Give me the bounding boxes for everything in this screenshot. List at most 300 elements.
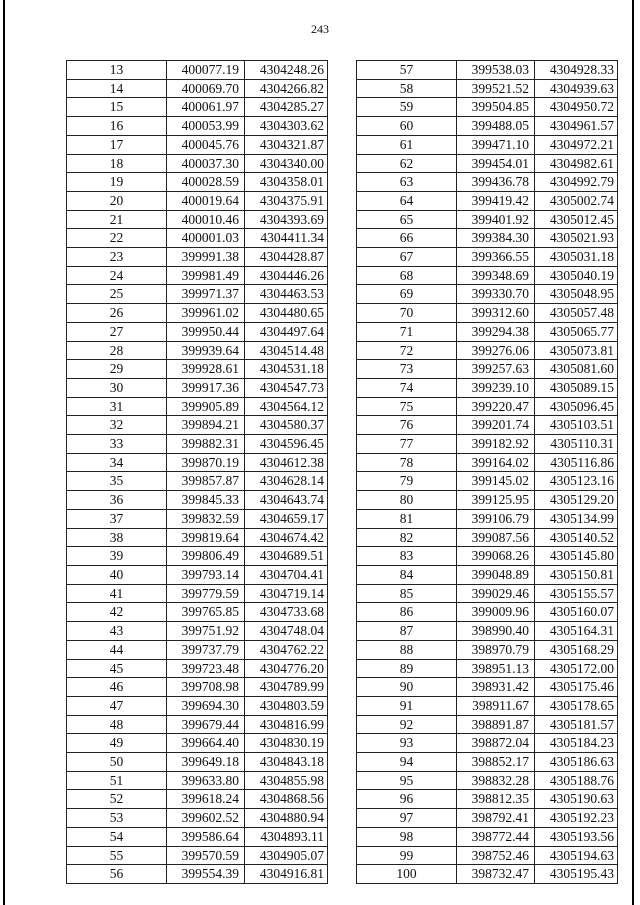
point-number-cell: 17 bbox=[67, 135, 167, 154]
table-row bbox=[357, 360, 618, 379]
table-row bbox=[357, 135, 618, 154]
table-row bbox=[67, 472, 328, 491]
x-coordinate-cell: 399312.60 bbox=[457, 304, 535, 323]
table-row bbox=[357, 191, 618, 210]
point-number-cell: 99 bbox=[357, 846, 457, 865]
y-coordinate-cell: 4304950.72 bbox=[535, 98, 618, 117]
table-row bbox=[357, 696, 618, 715]
table-row bbox=[67, 734, 328, 753]
table-row bbox=[67, 491, 328, 510]
table-row bbox=[357, 266, 618, 285]
y-coordinate-cell: 4304855.98 bbox=[245, 771, 328, 790]
y-coordinate-cell: 4304992.79 bbox=[535, 173, 618, 192]
y-coordinate-cell: 4305012.45 bbox=[535, 210, 618, 229]
point-number-cell: 97 bbox=[357, 809, 457, 828]
x-coordinate-cell: 399554.39 bbox=[167, 865, 245, 884]
y-coordinate-cell: 4304497.64 bbox=[245, 322, 328, 341]
y-coordinate-cell: 4304789.99 bbox=[245, 678, 328, 697]
table-row bbox=[67, 117, 328, 136]
y-coordinate-cell: 4305164.31 bbox=[535, 622, 618, 641]
point-number-cell: 92 bbox=[357, 715, 457, 734]
y-coordinate-cell: 4304982.61 bbox=[535, 154, 618, 173]
point-number-cell: 80 bbox=[357, 491, 457, 510]
x-coordinate-cell: 400053.99 bbox=[167, 117, 245, 136]
y-coordinate-cell: 4304547.73 bbox=[245, 378, 328, 397]
x-coordinate-cell: 399029.46 bbox=[457, 584, 535, 603]
coordinates-table-left bbox=[66, 60, 328, 884]
x-coordinate-cell: 399239.10 bbox=[457, 378, 535, 397]
point-number-cell: 40 bbox=[67, 565, 167, 584]
point-number-cell: 46 bbox=[67, 678, 167, 697]
y-coordinate-cell: 4304303.62 bbox=[245, 117, 328, 136]
point-number-cell: 19 bbox=[67, 173, 167, 192]
table-row bbox=[67, 79, 328, 98]
x-coordinate-cell: 399806.49 bbox=[167, 547, 245, 566]
y-coordinate-cell: 4305089.15 bbox=[535, 378, 618, 397]
y-coordinate-cell: 4305168.29 bbox=[535, 640, 618, 659]
table-row bbox=[67, 191, 328, 210]
x-coordinate-cell: 399679.44 bbox=[167, 715, 245, 734]
table-row bbox=[357, 771, 618, 790]
point-number-cell: 20 bbox=[67, 191, 167, 210]
x-coordinate-cell: 399106.79 bbox=[457, 509, 535, 528]
y-coordinate-cell: 4304762.22 bbox=[245, 640, 328, 659]
table-row bbox=[67, 266, 328, 285]
y-coordinate-cell: 4304480.65 bbox=[245, 304, 328, 323]
table-row bbox=[67, 341, 328, 360]
x-coordinate-cell: 399708.98 bbox=[167, 678, 245, 697]
x-coordinate-cell: 400010.46 bbox=[167, 210, 245, 229]
x-coordinate-cell: 398852.17 bbox=[457, 753, 535, 772]
point-number-cell: 29 bbox=[67, 360, 167, 379]
y-coordinate-cell: 4305048.95 bbox=[535, 285, 618, 304]
point-number-cell: 67 bbox=[357, 248, 457, 267]
table-row bbox=[357, 753, 618, 772]
x-coordinate-cell: 399220.47 bbox=[457, 397, 535, 416]
table-row bbox=[67, 509, 328, 528]
point-number-cell: 53 bbox=[67, 809, 167, 828]
point-number-cell: 21 bbox=[67, 210, 167, 229]
y-coordinate-cell: 4304905.07 bbox=[245, 846, 328, 865]
y-coordinate-cell: 4304531.18 bbox=[245, 360, 328, 379]
point-number-cell: 50 bbox=[67, 753, 167, 772]
table-row bbox=[357, 397, 618, 416]
table-row bbox=[67, 790, 328, 809]
table-row bbox=[357, 248, 618, 267]
table-row bbox=[67, 678, 328, 697]
point-number-cell: 85 bbox=[357, 584, 457, 603]
table-row bbox=[67, 154, 328, 173]
scan-edge-right bbox=[632, 0, 634, 905]
x-coordinate-cell: 399694.30 bbox=[167, 696, 245, 715]
table-row bbox=[67, 865, 328, 884]
y-coordinate-cell: 4305096.45 bbox=[535, 397, 618, 416]
table-row bbox=[357, 809, 618, 828]
x-coordinate-cell: 399330.70 bbox=[457, 285, 535, 304]
y-coordinate-cell: 4304972.21 bbox=[535, 135, 618, 154]
point-number-cell: 78 bbox=[357, 453, 457, 472]
y-coordinate-cell: 4305150.81 bbox=[535, 565, 618, 584]
x-coordinate-cell: 399471.10 bbox=[457, 135, 535, 154]
table-row bbox=[67, 248, 328, 267]
y-coordinate-cell: 4304340.00 bbox=[245, 154, 328, 173]
y-coordinate-cell: 4305002.74 bbox=[535, 191, 618, 210]
coordinates-table-left-body bbox=[67, 61, 328, 884]
x-coordinate-cell: 398732.47 bbox=[457, 865, 535, 884]
x-coordinate-cell: 399832.59 bbox=[167, 509, 245, 528]
table-row bbox=[67, 547, 328, 566]
table-row bbox=[357, 173, 618, 192]
x-coordinate-cell: 399939.64 bbox=[167, 341, 245, 360]
y-coordinate-cell: 4305184.23 bbox=[535, 734, 618, 753]
point-number-cell: 22 bbox=[67, 229, 167, 248]
x-coordinate-cell: 399905.89 bbox=[167, 397, 245, 416]
x-coordinate-cell: 399664.40 bbox=[167, 734, 245, 753]
table-row bbox=[67, 809, 328, 828]
point-number-cell: 52 bbox=[67, 790, 167, 809]
y-coordinate-cell: 4304689.51 bbox=[245, 547, 328, 566]
table-row bbox=[67, 696, 328, 715]
y-coordinate-cell: 4305145.80 bbox=[535, 547, 618, 566]
table-row bbox=[67, 210, 328, 229]
y-coordinate-cell: 4304358.01 bbox=[245, 173, 328, 192]
x-coordinate-cell: 399950.44 bbox=[167, 322, 245, 341]
point-number-cell: 43 bbox=[67, 622, 167, 641]
x-coordinate-cell: 400061.97 bbox=[167, 98, 245, 117]
y-coordinate-cell: 4304285.27 bbox=[245, 98, 328, 117]
point-number-cell: 63 bbox=[357, 173, 457, 192]
x-coordinate-cell: 399125.95 bbox=[457, 491, 535, 510]
y-coordinate-cell: 4304463.53 bbox=[245, 285, 328, 304]
y-coordinate-cell: 4304843.18 bbox=[245, 753, 328, 772]
point-number-cell: 72 bbox=[357, 341, 457, 360]
y-coordinate-cell: 4305188.76 bbox=[535, 771, 618, 790]
y-coordinate-cell: 4304880.94 bbox=[245, 809, 328, 828]
point-number-cell: 38 bbox=[67, 528, 167, 547]
point-number-cell: 77 bbox=[357, 435, 457, 454]
table-row bbox=[357, 509, 618, 528]
point-number-cell: 36 bbox=[67, 491, 167, 510]
x-coordinate-cell: 399087.56 bbox=[457, 528, 535, 547]
point-number-cell: 14 bbox=[67, 79, 167, 98]
y-coordinate-cell: 4305065.77 bbox=[535, 322, 618, 341]
point-number-cell: 91 bbox=[357, 696, 457, 715]
y-coordinate-cell: 4304748.04 bbox=[245, 622, 328, 641]
table-row bbox=[67, 322, 328, 341]
table-row bbox=[67, 360, 328, 379]
x-coordinate-cell: 399779.59 bbox=[167, 584, 245, 603]
point-number-cell: 65 bbox=[357, 210, 457, 229]
x-coordinate-cell: 399068.26 bbox=[457, 547, 535, 566]
table-row bbox=[357, 210, 618, 229]
x-coordinate-cell: 399145.02 bbox=[457, 472, 535, 491]
point-number-cell: 74 bbox=[357, 378, 457, 397]
x-coordinate-cell: 398970.79 bbox=[457, 640, 535, 659]
x-coordinate-cell: 398891.87 bbox=[457, 715, 535, 734]
x-coordinate-cell: 399751.92 bbox=[167, 622, 245, 641]
point-number-cell: 30 bbox=[67, 378, 167, 397]
table-row bbox=[357, 528, 618, 547]
table-row bbox=[357, 79, 618, 98]
y-coordinate-cell: 4304643.74 bbox=[245, 491, 328, 510]
point-number-cell: 34 bbox=[67, 453, 167, 472]
point-number-cell: 26 bbox=[67, 304, 167, 323]
x-coordinate-cell: 399009.96 bbox=[457, 603, 535, 622]
y-coordinate-cell: 4304928.33 bbox=[535, 61, 618, 80]
point-number-cell: 76 bbox=[357, 416, 457, 435]
y-coordinate-cell: 4304514.48 bbox=[245, 341, 328, 360]
y-coordinate-cell: 4305155.57 bbox=[535, 584, 618, 603]
y-coordinate-cell: 4305192.23 bbox=[535, 809, 618, 828]
y-coordinate-cell: 4305195.43 bbox=[535, 865, 618, 884]
coordinates-table-right bbox=[356, 60, 618, 884]
x-coordinate-cell: 399454.01 bbox=[457, 154, 535, 173]
point-number-cell: 94 bbox=[357, 753, 457, 772]
x-coordinate-cell: 398792.41 bbox=[457, 809, 535, 828]
table-row bbox=[357, 322, 618, 341]
point-number-cell: 84 bbox=[357, 565, 457, 584]
table-row bbox=[67, 135, 328, 154]
y-coordinate-cell: 4304961.57 bbox=[535, 117, 618, 136]
table-row bbox=[67, 771, 328, 790]
table-row bbox=[357, 416, 618, 435]
x-coordinate-cell: 399981.49 bbox=[167, 266, 245, 285]
y-coordinate-cell: 4305031.18 bbox=[535, 248, 618, 267]
y-coordinate-cell: 4305194.63 bbox=[535, 846, 618, 865]
point-number-cell: 18 bbox=[67, 154, 167, 173]
x-coordinate-cell: 399521.52 bbox=[457, 79, 535, 98]
point-number-cell: 86 bbox=[357, 603, 457, 622]
point-number-cell: 62 bbox=[357, 154, 457, 173]
table-row bbox=[67, 565, 328, 584]
y-coordinate-cell: 4305193.56 bbox=[535, 827, 618, 846]
table-row bbox=[357, 622, 618, 641]
x-coordinate-cell: 398752.46 bbox=[457, 846, 535, 865]
table-row bbox=[357, 154, 618, 173]
table-row bbox=[67, 603, 328, 622]
x-coordinate-cell: 399294.38 bbox=[457, 322, 535, 341]
table-row bbox=[357, 678, 618, 697]
table-row bbox=[357, 603, 618, 622]
table-row bbox=[67, 416, 328, 435]
table-row bbox=[67, 753, 328, 772]
x-coordinate-cell: 399182.92 bbox=[457, 435, 535, 454]
y-coordinate-cell: 4305040.19 bbox=[535, 266, 618, 285]
x-coordinate-cell: 398951.13 bbox=[457, 659, 535, 678]
table-row bbox=[357, 790, 618, 809]
table-row bbox=[357, 846, 618, 865]
y-coordinate-cell: 4304659.17 bbox=[245, 509, 328, 528]
point-number-cell: 49 bbox=[67, 734, 167, 753]
x-coordinate-cell: 399870.19 bbox=[167, 453, 245, 472]
point-number-cell: 13 bbox=[67, 61, 167, 80]
table-row bbox=[357, 304, 618, 323]
point-number-cell: 15 bbox=[67, 98, 167, 117]
point-number-cell: 35 bbox=[67, 472, 167, 491]
point-number-cell: 82 bbox=[357, 528, 457, 547]
point-number-cell: 96 bbox=[357, 790, 457, 809]
x-coordinate-cell: 399048.89 bbox=[457, 565, 535, 584]
y-coordinate-cell: 4305172.00 bbox=[535, 659, 618, 678]
point-number-cell: 87 bbox=[357, 622, 457, 641]
x-coordinate-cell: 399961.02 bbox=[167, 304, 245, 323]
table-row bbox=[67, 229, 328, 248]
x-coordinate-cell: 400019.64 bbox=[167, 191, 245, 210]
point-number-cell: 83 bbox=[357, 547, 457, 566]
y-coordinate-cell: 4305021.93 bbox=[535, 229, 618, 248]
y-coordinate-cell: 4304719.14 bbox=[245, 584, 328, 603]
y-coordinate-cell: 4305160.07 bbox=[535, 603, 618, 622]
point-number-cell: 93 bbox=[357, 734, 457, 753]
y-coordinate-cell: 4304266.82 bbox=[245, 79, 328, 98]
table-row bbox=[67, 285, 328, 304]
point-number-cell: 81 bbox=[357, 509, 457, 528]
table-row bbox=[67, 715, 328, 734]
point-number-cell: 47 bbox=[67, 696, 167, 715]
point-number-cell: 37 bbox=[67, 509, 167, 528]
point-number-cell: 59 bbox=[357, 98, 457, 117]
table-row bbox=[357, 117, 618, 136]
table-row bbox=[67, 98, 328, 117]
point-number-cell: 24 bbox=[67, 266, 167, 285]
x-coordinate-cell: 399649.18 bbox=[167, 753, 245, 772]
table-row bbox=[357, 61, 618, 80]
point-number-cell: 88 bbox=[357, 640, 457, 659]
x-coordinate-cell: 399928.61 bbox=[167, 360, 245, 379]
point-number-cell: 98 bbox=[357, 827, 457, 846]
y-coordinate-cell: 4304428.87 bbox=[245, 248, 328, 267]
table-row bbox=[67, 846, 328, 865]
point-number-cell: 64 bbox=[357, 191, 457, 210]
y-coordinate-cell: 4304321.87 bbox=[245, 135, 328, 154]
y-coordinate-cell: 4304816.99 bbox=[245, 715, 328, 734]
x-coordinate-cell: 400069.70 bbox=[167, 79, 245, 98]
table-row bbox=[357, 547, 618, 566]
table-row bbox=[357, 565, 618, 584]
table-row bbox=[357, 584, 618, 603]
x-coordinate-cell: 398911.67 bbox=[457, 696, 535, 715]
table-row bbox=[67, 584, 328, 603]
point-number-cell: 31 bbox=[67, 397, 167, 416]
x-coordinate-cell: 399633.80 bbox=[167, 771, 245, 790]
point-number-cell: 75 bbox=[357, 397, 457, 416]
x-coordinate-cell: 398832.28 bbox=[457, 771, 535, 790]
y-coordinate-cell: 4304868.56 bbox=[245, 790, 328, 809]
y-coordinate-cell: 4305190.63 bbox=[535, 790, 618, 809]
coordinates-table-right-body bbox=[357, 61, 618, 884]
table-row bbox=[67, 528, 328, 547]
table-row bbox=[67, 173, 328, 192]
y-coordinate-cell: 4304674.42 bbox=[245, 528, 328, 547]
table-row bbox=[357, 285, 618, 304]
y-coordinate-cell: 4304411.34 bbox=[245, 229, 328, 248]
y-coordinate-cell: 4304628.14 bbox=[245, 472, 328, 491]
table-row bbox=[357, 341, 618, 360]
y-coordinate-cell: 4304893.11 bbox=[245, 827, 328, 846]
y-coordinate-cell: 4305123.16 bbox=[535, 472, 618, 491]
point-number-cell: 69 bbox=[357, 285, 457, 304]
y-coordinate-cell: 4305103.51 bbox=[535, 416, 618, 435]
table-row bbox=[357, 865, 618, 884]
x-coordinate-cell: 399819.64 bbox=[167, 528, 245, 547]
point-number-cell: 51 bbox=[67, 771, 167, 790]
point-number-cell: 95 bbox=[357, 771, 457, 790]
point-number-cell: 23 bbox=[67, 248, 167, 267]
y-coordinate-cell: 4304446.26 bbox=[245, 266, 328, 285]
x-coordinate-cell: 399419.42 bbox=[457, 191, 535, 210]
y-coordinate-cell: 4304375.91 bbox=[245, 191, 328, 210]
y-coordinate-cell: 4304939.63 bbox=[535, 79, 618, 98]
x-coordinate-cell: 399991.38 bbox=[167, 248, 245, 267]
x-coordinate-cell: 398990.40 bbox=[457, 622, 535, 641]
table-row bbox=[67, 453, 328, 472]
point-number-cell: 56 bbox=[67, 865, 167, 884]
x-coordinate-cell: 399618.24 bbox=[167, 790, 245, 809]
point-number-cell: 66 bbox=[357, 229, 457, 248]
point-number-cell: 89 bbox=[357, 659, 457, 678]
x-coordinate-cell: 399586.64 bbox=[167, 827, 245, 846]
point-number-cell: 70 bbox=[357, 304, 457, 323]
scan-edge-left bbox=[3, 0, 5, 905]
table-row bbox=[357, 640, 618, 659]
table-row bbox=[67, 622, 328, 641]
y-coordinate-cell: 4304393.69 bbox=[245, 210, 328, 229]
table-row bbox=[357, 435, 618, 454]
y-coordinate-cell: 4304733.68 bbox=[245, 603, 328, 622]
x-coordinate-cell: 399971.37 bbox=[167, 285, 245, 304]
y-coordinate-cell: 4305057.48 bbox=[535, 304, 618, 323]
x-coordinate-cell: 399845.33 bbox=[167, 491, 245, 510]
x-coordinate-cell: 398772.44 bbox=[457, 827, 535, 846]
x-coordinate-cell: 400001.03 bbox=[167, 229, 245, 248]
y-coordinate-cell: 4305073.81 bbox=[535, 341, 618, 360]
x-coordinate-cell: 400037.30 bbox=[167, 154, 245, 173]
table-row bbox=[357, 378, 618, 397]
table-row bbox=[67, 640, 328, 659]
point-number-cell: 57 bbox=[357, 61, 457, 80]
x-coordinate-cell: 399765.85 bbox=[167, 603, 245, 622]
x-coordinate-cell: 399257.63 bbox=[457, 360, 535, 379]
y-coordinate-cell: 4304248.26 bbox=[245, 61, 328, 80]
point-number-cell: 27 bbox=[67, 322, 167, 341]
x-coordinate-cell: 398931.42 bbox=[457, 678, 535, 697]
point-number-cell: 42 bbox=[67, 603, 167, 622]
y-coordinate-cell: 4304580.37 bbox=[245, 416, 328, 435]
y-coordinate-cell: 4305181.57 bbox=[535, 715, 618, 734]
point-number-cell: 58 bbox=[357, 79, 457, 98]
y-coordinate-cell: 4304803.59 bbox=[245, 696, 328, 715]
point-number-cell: 73 bbox=[357, 360, 457, 379]
point-number-cell: 55 bbox=[67, 846, 167, 865]
x-coordinate-cell: 399894.21 bbox=[167, 416, 245, 435]
y-coordinate-cell: 4304916.81 bbox=[245, 865, 328, 884]
y-coordinate-cell: 4305140.52 bbox=[535, 528, 618, 547]
table-row bbox=[67, 397, 328, 416]
point-number-cell: 68 bbox=[357, 266, 457, 285]
point-number-cell: 41 bbox=[67, 584, 167, 603]
point-number-cell: 25 bbox=[67, 285, 167, 304]
x-coordinate-cell: 400028.59 bbox=[167, 173, 245, 192]
point-number-cell: 39 bbox=[67, 547, 167, 566]
x-coordinate-cell: 400077.19 bbox=[167, 61, 245, 80]
y-coordinate-cell: 4305110.31 bbox=[535, 435, 618, 454]
x-coordinate-cell: 399201.74 bbox=[457, 416, 535, 435]
table-row bbox=[67, 378, 328, 397]
table-row bbox=[357, 98, 618, 117]
x-coordinate-cell: 399737.79 bbox=[167, 640, 245, 659]
x-coordinate-cell: 399793.14 bbox=[167, 565, 245, 584]
y-coordinate-cell: 4305129.20 bbox=[535, 491, 618, 510]
